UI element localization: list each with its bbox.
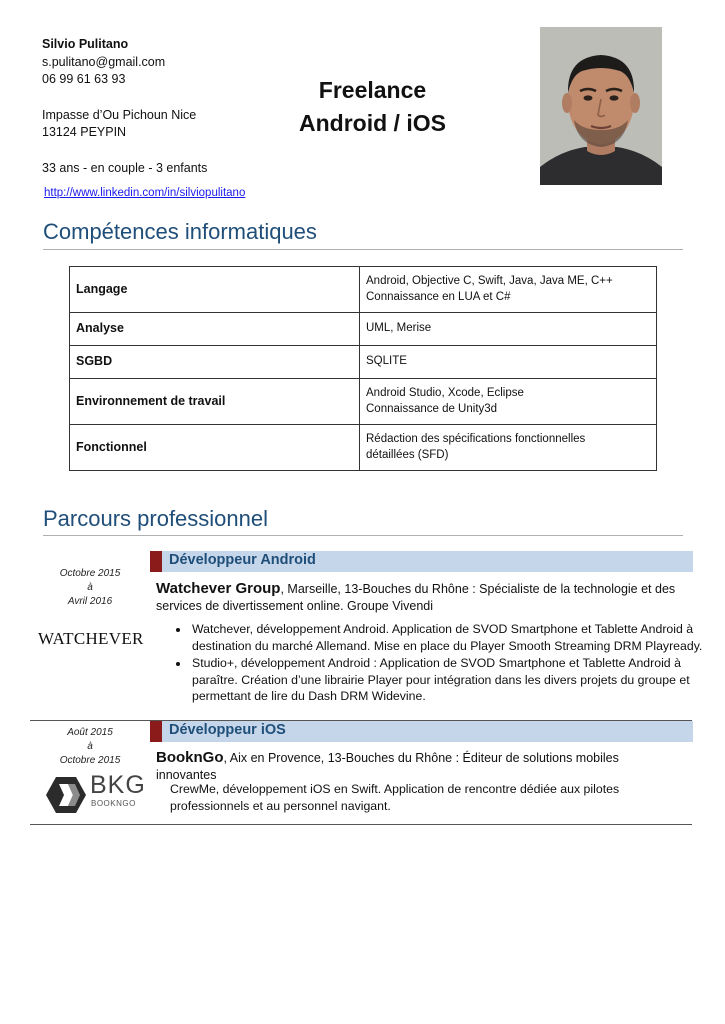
- address-line-2: 13124 PEYPIN: [42, 125, 127, 139]
- date-start: Octobre 2015: [59, 568, 121, 579]
- skill-label: Langage: [70, 267, 360, 313]
- bookngo-logo: [46, 771, 146, 815]
- title-line-1: Freelance: [318, 77, 427, 103]
- job-role-bar: [150, 551, 693, 572]
- job-bullet-list: [168, 621, 710, 706]
- skill-label: Analyse: [70, 313, 360, 346]
- date-end: Avril 2016: [67, 596, 113, 607]
- company-name: BooknGo: [156, 749, 224, 766]
- list-item: • Watchever, développement Android. Application de SVOD Smartphone et Tablette Android à destination du marché Allemand. Mise en place du Player Smooth Streaming DRM Playready.: [190, 621, 710, 654]
- skill-value: UML, Merise: [360, 313, 657, 346]
- job-dates: [50, 726, 130, 768]
- skills-table: [69, 266, 657, 471]
- skill-value-line: Android Studio, Xcode, Eclipse: [366, 387, 524, 399]
- skills-heading-rule: [43, 249, 683, 250]
- phone-number: 06 99 61 63 93: [42, 72, 126, 86]
- skill-value-line: Android, Objective C, Swift, Java, Java ME, C++: [366, 275, 613, 287]
- company-name: Watchever Group: [156, 580, 281, 597]
- skill-label: SGBD: [70, 346, 360, 379]
- skill-value: SQLITE: [360, 346, 657, 379]
- cv-title: [270, 74, 475, 140]
- career-heading: Parcours professionnel: [43, 506, 269, 531]
- role-marker: [150, 551, 162, 572]
- table-row: [70, 379, 657, 425]
- email-address: s.pulitano@gmail.com: [42, 54, 166, 69]
- job-role: Développeur iOS: [169, 722, 286, 738]
- skill-value: [360, 425, 657, 471]
- table-row: [70, 346, 657, 379]
- company-details: , Marseille, 13-Bouches du Rhône : Spécialiste de la technologie et des services de divertissement online. Groupe Vivendi: [156, 582, 676, 613]
- company-line: [156, 580, 681, 615]
- job-role: Développeur Android: [169, 552, 316, 568]
- watchever-logo: WATCHEVER: [38, 629, 144, 648]
- contact-block: [42, 36, 207, 177]
- candidate-name: Silvio Pulitano: [42, 37, 129, 51]
- company-line: [156, 749, 681, 784]
- date-separator: à: [87, 741, 93, 752]
- list-item: • Studio+, développement Android : Application de SVOD Smartphone et Tablette Android à paraître. Création d’une librairie Player pour intégration dans les divers projets du groupe et permettant de lire du Dash DRM Widevine.: [190, 655, 710, 705]
- skill-value: [360, 379, 657, 425]
- skill-value-line: détaillées (SFD): [366, 448, 449, 461]
- date-end: Octobre 2015: [59, 755, 121, 766]
- bookngo-logo-text: BKG: [90, 771, 146, 799]
- bookngo-hexagon-icon: [46, 776, 86, 814]
- job-dates: [50, 567, 130, 609]
- table-row: [70, 425, 657, 471]
- date-start: Août 2015: [67, 727, 113, 738]
- skill-value-line: Connaissance de Unity3d: [366, 402, 498, 415]
- table-row: [70, 313, 657, 346]
- career-heading-rule: [43, 535, 683, 536]
- job-separator: [30, 824, 692, 825]
- job-role-bar: [150, 721, 693, 742]
- skill-value: [360, 267, 657, 313]
- skill-value-line: Rédaction des spécifications fonctionnelles: [366, 433, 586, 445]
- linkedin-link[interactable]: http://www.linkedin.com/in/silviopulitano: [44, 187, 246, 199]
- table-row: [70, 267, 657, 313]
- skills-heading: Compétences informatiques: [43, 219, 317, 244]
- skill-value-line: Connaissance en LUA et C#: [366, 290, 511, 303]
- date-separator: à: [87, 582, 93, 593]
- job-description: CrewMe, développement iOS en Swift. Application de rencontre dédiée aux pilotes professionnels et au personnel navigant.: [170, 782, 620, 813]
- address-line-1: Impasse d’Ou Pichoun Nice: [42, 107, 197, 122]
- profile-photo: [540, 27, 662, 185]
- bookngo-logo-subtext: BOOKNGO: [91, 799, 136, 808]
- skill-label: Environnement de travail: [70, 379, 360, 425]
- skill-label: Fonctionnel: [70, 425, 360, 471]
- company-details: , Aix en Provence, 13-Bouches du Rhône : Éditeur de solutions mobiles innovantes: [156, 751, 619, 782]
- personal-info: 33 ans - en couple - 3 enfants: [42, 160, 208, 175]
- title-line-2: Android / iOS: [299, 110, 446, 136]
- role-marker: [150, 721, 162, 742]
